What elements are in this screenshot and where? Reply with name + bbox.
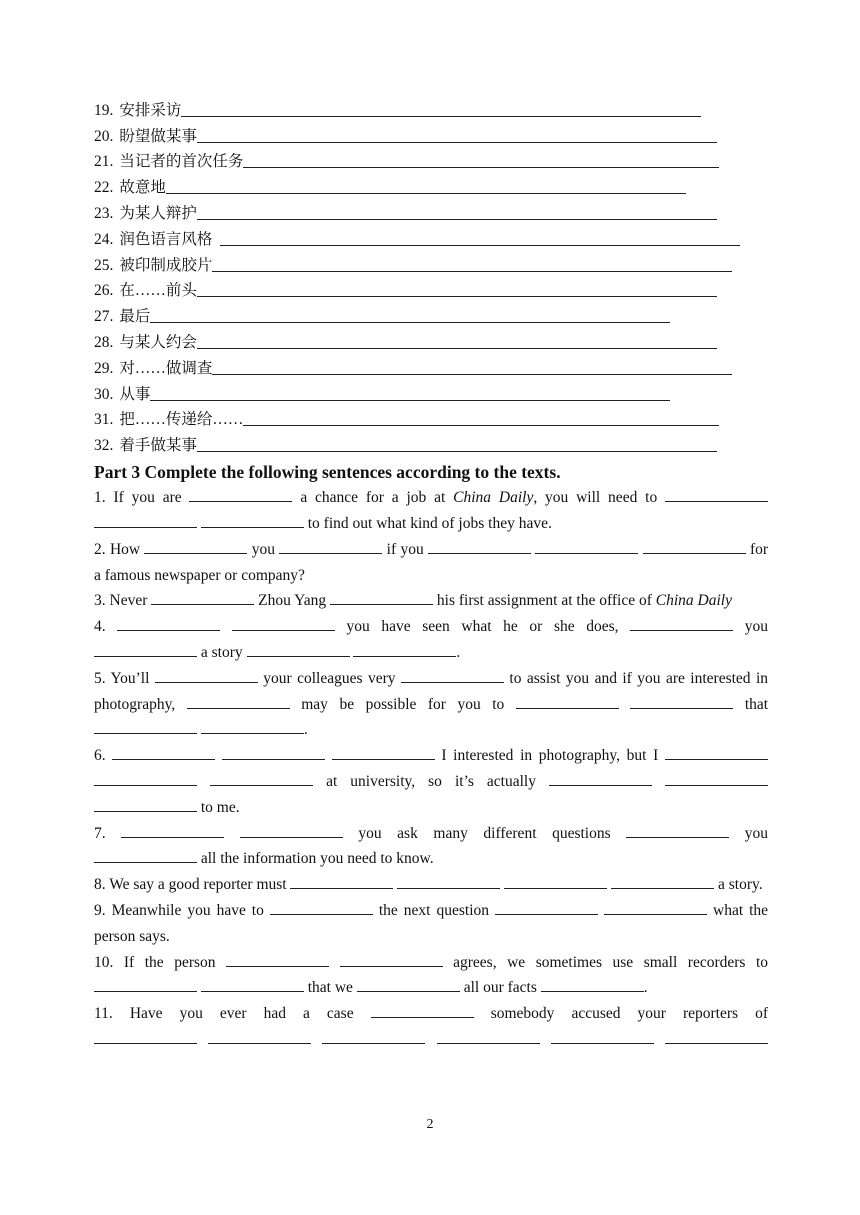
sentence-4: 4. you have seen what he or she does, you a story .	[94, 618, 769, 661]
list-item: 23. 为某人辩护	[94, 197, 768, 223]
answer-blank[interactable]	[397, 874, 500, 889]
answer-blank[interactable]	[357, 977, 460, 992]
answer-blank[interactable]	[330, 590, 433, 605]
vocabulary-list	[94, 94, 768, 455]
answer-blank[interactable]	[166, 176, 686, 194]
answer-blank[interactable]	[353, 642, 456, 657]
answer-blank[interactable]	[112, 745, 215, 760]
answer-blank[interactable]	[611, 874, 714, 889]
answer-blank[interactable]	[94, 1029, 197, 1044]
answer-blank[interactable]	[541, 977, 644, 992]
answer-blank[interactable]	[665, 1029, 768, 1044]
answer-blank[interactable]	[322, 1029, 425, 1044]
answer-blank[interactable]	[94, 642, 197, 657]
answer-blank[interactable]	[665, 487, 768, 502]
answer-blank[interactable]	[535, 539, 638, 554]
page-number: 2	[426, 1117, 434, 1132]
answer-blank[interactable]	[247, 642, 350, 657]
answer-blank[interactable]	[94, 797, 197, 812]
answer-blank[interactable]	[117, 616, 220, 631]
answer-blank[interactable]	[240, 823, 343, 838]
list-item: 20. 盼望做某事	[94, 120, 768, 146]
answer-blank[interactable]	[504, 874, 607, 889]
answer-blank[interactable]	[201, 513, 304, 528]
answer-blank[interactable]	[226, 952, 329, 967]
answer-blank[interactable]	[279, 539, 382, 554]
answer-blank[interactable]	[340, 952, 443, 967]
list-item: 27. 最后	[94, 300, 768, 326]
answer-blank[interactable]	[94, 977, 197, 992]
sentence-3: 3. Never Zhou Yang his first assignment at the office of China Daily	[94, 592, 732, 610]
answer-blank[interactable]	[212, 357, 732, 375]
answer-blank[interactable]	[516, 694, 619, 709]
answer-blank[interactable]	[150, 305, 670, 323]
answer-blank[interactable]	[428, 539, 531, 554]
answer-blank[interactable]	[210, 771, 313, 786]
list-item: 24. 润色语言风格	[94, 223, 768, 249]
answer-blank[interactable]	[144, 539, 247, 554]
answer-blank[interactable]	[197, 434, 717, 452]
list-item: 31. 把……传递给……	[94, 404, 768, 430]
answer-blank[interactable]	[155, 668, 258, 683]
sentence-11: 11. Have you ever had a case somebody accused your reporters of	[94, 1005, 769, 1023]
sentence-6: 6. I interested in photography, but I at university, so it’s actually to me.	[94, 743, 768, 820]
answer-blank[interactable]	[197, 279, 717, 297]
answer-blank[interactable]	[604, 900, 707, 915]
answer-blank[interactable]	[665, 745, 768, 760]
answer-blank[interactable]	[94, 513, 197, 528]
sentence-7: 7. you ask many different questions you all the information you need to know.	[94, 824, 769, 868]
answer-blank[interactable]	[187, 694, 290, 709]
answer-blank[interactable]	[551, 1029, 654, 1044]
answer-blank[interactable]	[197, 331, 717, 349]
sentence-1: 1. If you are a chance for a job at China Daily, you will need to to find out what kind of jobs they have.	[94, 485, 768, 537]
answer-blank[interactable]	[243, 408, 719, 426]
answer-blank[interactable]	[495, 900, 598, 915]
answer-blank[interactable]	[232, 616, 335, 631]
answer-blank[interactable]	[201, 977, 304, 992]
answer-blank[interactable]	[151, 590, 254, 605]
list-item: 28. 与某人约会	[94, 326, 768, 352]
list-item: 29. 对……做调查	[94, 352, 768, 378]
answer-blank[interactable]	[630, 694, 733, 709]
section-heading: Part 3 Complete the following sentences according to the texts.	[94, 462, 561, 483]
answer-blank[interactable]	[665, 771, 768, 786]
answer-blank[interactable]	[121, 823, 224, 838]
sentence-10: 10. If the person agrees, we sometimes use small recorders to that we all our facts .	[94, 953, 769, 997]
sentence-9: 9. Meanwhile you have to the next question what the person says.	[94, 901, 769, 945]
sentence-11-blanks	[94, 1027, 768, 1053]
answer-blank[interactable]	[197, 125, 717, 143]
list-item: 25. 被印制成胶片	[94, 249, 768, 275]
answer-blank[interactable]	[189, 487, 292, 502]
answer-blank[interactable]	[332, 745, 435, 760]
answer-blank[interactable]	[643, 539, 746, 554]
answer-blank[interactable]	[201, 719, 304, 734]
answer-blank[interactable]	[181, 99, 701, 117]
answer-blank[interactable]	[208, 1029, 311, 1044]
answer-blank[interactable]	[270, 900, 373, 915]
list-item: 22. 故意地	[94, 171, 768, 197]
sentence-2: 2. How you if you for a famous newspaper or company?	[94, 540, 769, 584]
worksheet-page	[94, 94, 768, 1053]
sentence-8: 8. We say a good reporter must a story.	[94, 876, 763, 894]
answer-blank[interactable]	[437, 1029, 540, 1044]
list-item: 26. 在……前头	[94, 275, 768, 301]
list-item: 32. 着手做某事	[94, 429, 768, 455]
answer-blank[interactable]	[94, 771, 197, 786]
list-item: 30. 从事	[94, 378, 768, 404]
answer-blank[interactable]	[220, 228, 740, 246]
answer-blank[interactable]	[626, 823, 729, 838]
answer-blank[interactable]	[150, 383, 670, 401]
answer-blank[interactable]	[371, 1003, 474, 1018]
list-item: 21. 当记者的首次任务	[94, 146, 768, 172]
list-item: 19. 安排采访	[94, 94, 768, 120]
answer-blank[interactable]	[290, 874, 393, 889]
answer-blank[interactable]	[197, 202, 717, 220]
sentence-5: 5. You’ll your colleagues very to assist you and if you are interested in photography, may be possible for you to that .	[94, 669, 769, 739]
answer-blank[interactable]	[630, 616, 733, 631]
answer-blank[interactable]	[243, 150, 719, 168]
answer-blank[interactable]	[222, 745, 325, 760]
answer-blank[interactable]	[94, 848, 197, 863]
answer-blank[interactable]	[549, 771, 652, 786]
answer-blank[interactable]	[94, 719, 197, 734]
answer-blank[interactable]	[401, 668, 504, 683]
answer-blank[interactable]	[212, 254, 732, 272]
